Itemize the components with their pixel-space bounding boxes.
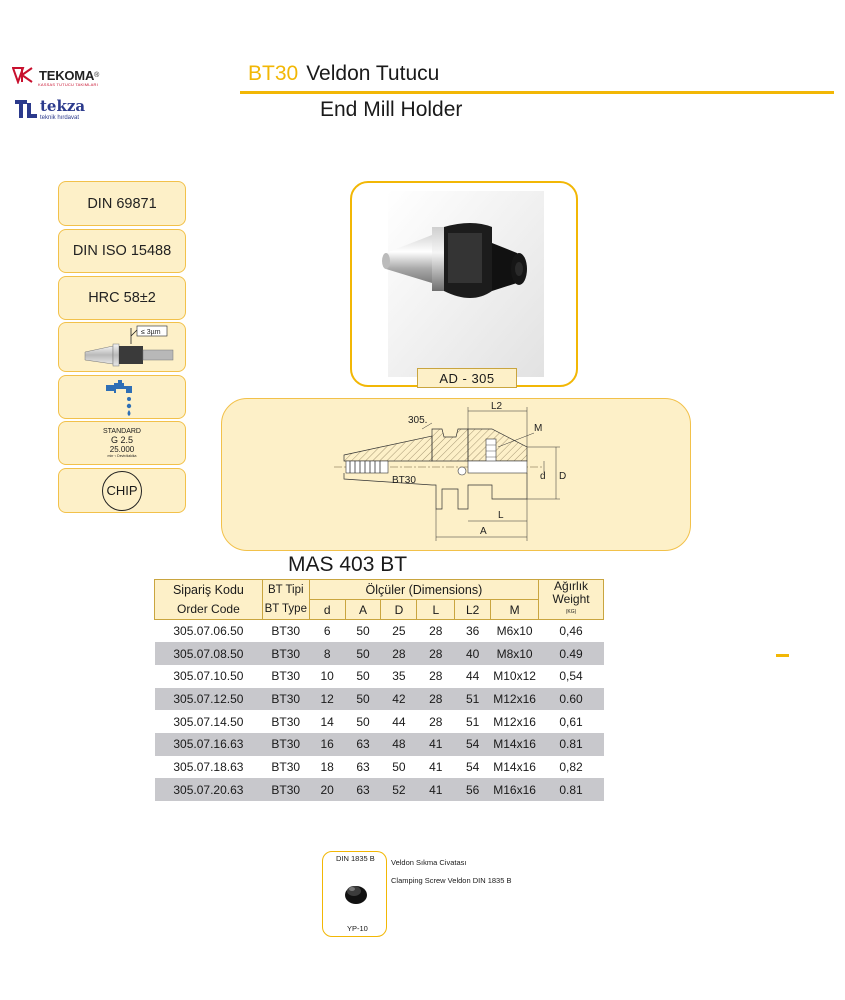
cell-bt: BT30 [271, 624, 301, 639]
clamping-screw-icon [343, 880, 369, 911]
spec-hrc [58, 276, 186, 320]
tekoma-wordmark: TEKOMA [39, 67, 95, 83]
header-D: D [381, 600, 417, 620]
spec-balance [58, 421, 186, 465]
cell-bt: BT30 [262, 778, 309, 801]
tekza-subtitle: teknik hırdavat [40, 115, 80, 121]
tekoma-mark-icon [12, 66, 36, 84]
cell-code: 305.07.18.63 [173, 759, 244, 774]
chip-label: CHIP [106, 483, 138, 498]
table-row [155, 665, 604, 688]
title-turkish: Veldon Tutucu [306, 62, 440, 85]
product-photo-frame [350, 181, 578, 387]
cell-D: 52 [381, 778, 417, 801]
cell-d: 14 [320, 714, 334, 729]
cell-L2: 51 [455, 688, 491, 711]
cell-bt: BT30 [271, 714, 301, 729]
header-bt-tr: BT Tipi [262, 580, 309, 600]
end-mill-holder-photo [352, 183, 580, 389]
cell-code: 305.07.08.50 [155, 642, 263, 665]
header-order-en: Order Code [155, 600, 263, 620]
header-weight-en: Weight [552, 592, 590, 606]
cell-A: 63 [345, 778, 381, 801]
header-dims: Ölçüler (Dimensions) [309, 580, 538, 600]
cell-w: 0.49 [539, 642, 604, 665]
product-table [154, 579, 604, 801]
cell-d: 18 [320, 759, 334, 774]
cell-d: 6 [323, 624, 331, 639]
cell-d: 10 [320, 669, 334, 684]
tekza-mark-icon [14, 99, 38, 119]
balance-standard: STANDARD [103, 427, 141, 435]
cell-D: 35 [392, 669, 406, 684]
chip-circle-icon [102, 471, 142, 511]
table-row [155, 710, 604, 733]
cell-code: 305.07.06.50 [173, 624, 244, 639]
cell-d: 20 [309, 778, 345, 801]
cell-D: 44 [392, 714, 406, 729]
cell-A: 50 [356, 669, 370, 684]
cell-bt: BT30 [271, 759, 301, 774]
tekoma-logo [12, 66, 100, 87]
drawing-label-D: D [559, 471, 567, 482]
cell-M: M12x16 [491, 688, 539, 711]
spec-chip [58, 468, 186, 513]
header-L2: L2 [455, 600, 491, 620]
cell-M: M8x10 [491, 642, 539, 665]
cell-D: 25 [392, 624, 406, 639]
cell-bt: BT30 [262, 642, 309, 665]
table-row [155, 756, 604, 779]
drawing-label-d: d [540, 471, 546, 482]
cell-bt: BT30 [271, 669, 301, 684]
cell-d: 16 [309, 733, 345, 756]
cell-D: 48 [381, 733, 417, 756]
balance-grade: G 2.5 [110, 434, 133, 445]
table-row [155, 733, 604, 756]
cell-code: 305.07.12.50 [155, 688, 263, 711]
cell-w: 0,46 [559, 624, 583, 639]
coolant-tap-icon [102, 377, 142, 417]
header-weight [539, 580, 604, 620]
cell-A: 50 [345, 688, 381, 711]
cell-D: 42 [381, 688, 417, 711]
cell-w: 0,82 [559, 759, 583, 774]
cell-d: 8 [309, 642, 345, 665]
cell-L2: 44 [465, 669, 480, 684]
table-row [155, 642, 604, 665]
runout-value: ≤ 3µm [141, 329, 161, 336]
cell-L2: 56 [455, 778, 491, 801]
cell-L: 41 [429, 759, 443, 774]
accessory-din: DIN 1835 B [336, 854, 375, 863]
cell-bt: BT30 [262, 688, 309, 711]
cell-M: M12x16 [493, 714, 536, 729]
cell-L: 41 [417, 778, 455, 801]
cell-L: 28 [417, 642, 455, 665]
accessory-desc-en: Clamping Screw Veldon DIN 1835 B [391, 876, 512, 885]
cell-L: 41 [417, 733, 455, 756]
cell-L2: 36 [465, 624, 480, 639]
cell-L: 28 [429, 714, 443, 729]
spec-din-label: DIN 69871 [87, 195, 157, 212]
header-d: d [309, 600, 345, 620]
cell-code: 305.07.20.63 [155, 778, 263, 801]
cell-A: 50 [356, 624, 370, 639]
cell-M: M10x12 [493, 669, 536, 684]
table-title: MAS 403 BT [288, 553, 408, 576]
cell-code: 305.07.14.50 [173, 714, 244, 729]
balance-unit: min⁻¹ Devir/dakika [107, 453, 137, 458]
cell-A: 50 [345, 642, 381, 665]
drawing-label-L: L [498, 510, 504, 521]
cell-code: 305.07.16.63 [155, 733, 263, 756]
table-row [155, 620, 604, 643]
cell-D: 50 [392, 759, 406, 774]
cell-bt: BT30 [262, 733, 309, 756]
tekza-logo [14, 99, 85, 119]
cell-M: M6x10 [496, 624, 533, 639]
tekza-wordmark: tekza [40, 97, 86, 115]
cell-L2: 54 [455, 733, 491, 756]
page-title-en: End Mill Holder [320, 98, 463, 121]
cell-L: 28 [417, 688, 455, 711]
drawing-label-L2: L2 [491, 401, 503, 412]
header-weight-unit: (KG) [565, 609, 577, 615]
drawing-label-BT30: BT30 [392, 475, 416, 486]
spec-din [58, 181, 186, 226]
cell-L2: 40 [455, 642, 491, 665]
cell-code: 305.07.10.50 [173, 669, 244, 684]
tekoma-subtitle: KASSAS TUTUCU TAKIMLARI [38, 82, 98, 87]
cell-M: M16x16 [491, 778, 539, 801]
cell-L2: 54 [465, 759, 480, 774]
cell-M: M14x16 [493, 759, 536, 774]
page-title-tr [248, 62, 439, 86]
accessory-code: YP-10 [347, 924, 368, 933]
cell-L: 28 [429, 669, 443, 684]
drawing-label-305: 305. [408, 415, 428, 426]
registered-mark: ® [94, 71, 100, 79]
technical-drawing [222, 399, 692, 552]
cell-A: 63 [345, 733, 381, 756]
accessory-desc-tr: Veldon Sıkma Civatası [391, 858, 467, 867]
cell-A: 50 [356, 714, 370, 729]
spec-coolant [58, 375, 186, 419]
table-row [155, 688, 604, 711]
header-bt-en: BT Type [262, 600, 309, 620]
cell-w: 0,54 [559, 669, 583, 684]
accent-dash [776, 654, 789, 657]
header-divider [240, 91, 834, 94]
spec-hrc-label: HRC 58±2 [88, 290, 156, 306]
cell-M: M14x16 [491, 733, 539, 756]
technical-drawing-frame [221, 398, 691, 551]
cell-w: 0.81 [539, 733, 604, 756]
table-row [155, 778, 604, 801]
spec-runout [58, 322, 186, 372]
cell-w: 0.81 [539, 778, 604, 801]
cell-D: 28 [381, 642, 417, 665]
title-prefix: BT30 [248, 62, 299, 85]
drawing-label-A: A [480, 526, 487, 537]
spec-din-iso [58, 229, 186, 273]
cell-d: 12 [309, 688, 345, 711]
product-code-label: AD - 305 [417, 368, 517, 388]
cell-A: 63 [356, 759, 370, 774]
runout-holder-icon [67, 324, 177, 370]
cell-w: 0,61 [559, 714, 583, 729]
spec-din-iso-label: DIN ISO 15488 [72, 243, 172, 259]
header-weight-tr: Ağırlık [554, 579, 589, 593]
cell-w: 0.60 [539, 688, 604, 711]
cell-L: 28 [429, 624, 443, 639]
header-M: M [491, 600, 539, 620]
drawing-label-M: M [534, 423, 543, 434]
header-order-tr: Sipariş Kodu [155, 580, 263, 600]
header-L: L [417, 600, 455, 620]
header-A: A [345, 600, 381, 620]
cell-L2: 51 [465, 714, 480, 729]
balance-rpm: 25.000 [109, 444, 135, 454]
